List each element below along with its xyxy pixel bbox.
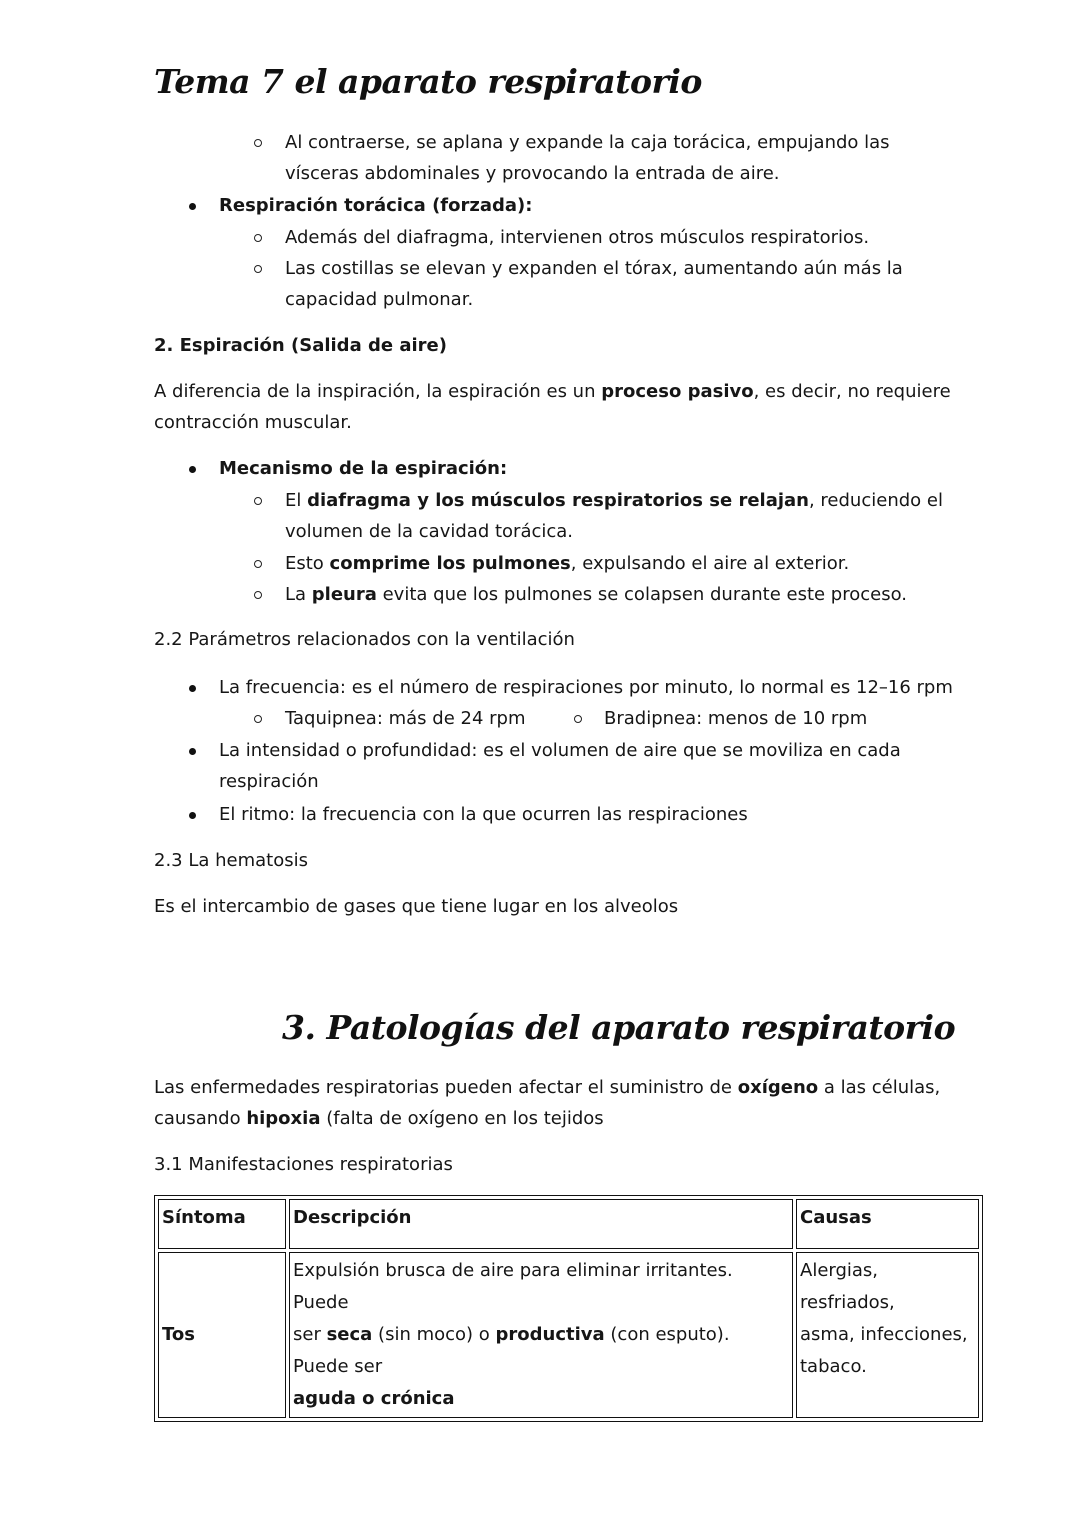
mecanismo-sub1-line2: volumen de la cavidad torácica. [285, 521, 574, 542]
mecanismo-sub1-text: El [285, 490, 308, 511]
mecanismo-sub1-text: , reduciendo el [808, 490, 943, 511]
patologias-intro-text: a las células, [818, 1077, 941, 1098]
circle-bullet-icon [254, 234, 262, 242]
causas-line2: asma, infecciones, [800, 1324, 968, 1345]
bradipnea-item: Bradipnea: menos de 10 rpm [604, 708, 868, 729]
circle-bullet-icon [574, 715, 582, 723]
table-cell-descripcion [289, 1252, 793, 1418]
mecanismo-sub3-bold: pleura [311, 584, 377, 605]
desc-bold: seca [326, 1324, 373, 1345]
desc-line2 [293, 1319, 789, 1383]
mecanismo-sub2-bold: comprime los pulmones [329, 553, 571, 574]
bullet-icon [189, 466, 196, 473]
mecanismo-sub3 [285, 579, 907, 610]
diaphragm-text-line1: Al contraerse, se aplana y expande la caja torácica, empujando las [285, 132, 890, 153]
mecanismo-sub2-text: Esto [285, 553, 330, 574]
patologias-intro-line1 [154, 1072, 940, 1103]
mecanismo-label: Mecanismo de la espiración: [219, 458, 508, 479]
circle-bullet-icon [254, 497, 262, 505]
bullet-icon [189, 748, 196, 755]
parametros-heading: 2.2 Parámetros relacionados con la ventilación [154, 629, 575, 650]
desc-bold: productiva [495, 1324, 605, 1345]
table-cell-causas [796, 1252, 979, 1418]
page-title: Tema 7 el aparato respiratorio [154, 62, 702, 101]
table-header-cell: Descripción [289, 1199, 793, 1249]
circle-bullet-icon [254, 560, 262, 568]
table-cell-sintoma: Tos [158, 1252, 286, 1418]
patologias-intro-bold: hipoxia [246, 1108, 321, 1129]
mecanismo-sub1-bold: diafragma y los músculos respiratorios se relajan [307, 490, 809, 511]
espiracion-intro-line1 [154, 376, 951, 407]
espiracion-intro-bold: proceso pasivo [601, 381, 754, 402]
circle-bullet-icon [254, 591, 262, 599]
desc-text: ser [293, 1324, 327, 1345]
ritmo-item: El ritmo: la frecuencia con la que ocurren las respiraciones [219, 804, 748, 825]
mecanismo-sub2-text: , expulsando el aire al exterior. [570, 553, 850, 574]
intensidad-line1: La intensidad o profundidad: es el volumen de aire que se moviliza en cada [219, 740, 901, 761]
espiracion-intro-text: , es decir, no requiere [753, 381, 951, 402]
hematosis-heading: 2.3 La hematosis [154, 850, 309, 871]
circle-bullet-icon [254, 265, 262, 273]
toracica-sub2-line2: capacidad pulmonar. [285, 289, 474, 310]
desc-line3: aguda o crónica [293, 1388, 455, 1409]
toracica-sub1: Además del diafragma, intervienen otros músculos respiratorios. [285, 227, 870, 248]
toracica-label: Respiración torácica (forzada): [219, 195, 533, 216]
mecanismo-sub1-line1 [285, 485, 943, 516]
circle-bullet-icon [254, 139, 262, 147]
patologias-intro-text: causando [154, 1108, 247, 1129]
table-header-row [158, 1199, 979, 1249]
diaphragm-text-line2: vísceras abdominales y provocando la entrada de aire. [285, 163, 780, 184]
patologias-intro-line2 [154, 1103, 604, 1134]
mecanismo-sub2 [285, 548, 849, 579]
espiracion-intro-text: A diferencia de la inspiración, la espiración es un [154, 381, 602, 402]
espiracion-intro-line2: contracción muscular. [154, 412, 352, 433]
bullet-icon [189, 203, 196, 210]
table-row [158, 1252, 979, 1418]
patologias-intro-text: (falta de oxígeno en los tejidos [320, 1108, 604, 1129]
desc-text: (con esputo). Puede ser [293, 1324, 730, 1377]
desc-line1: Expulsión brusca de aire para eliminar irritantes. Puede [293, 1260, 733, 1313]
circle-bullet-icon [254, 715, 262, 723]
patologias-intro-bold: oxígeno [737, 1077, 819, 1098]
espiracion-heading: 2. Espiración (Salida de aire) [154, 335, 447, 356]
bullet-icon [189, 685, 196, 692]
mecanismo-sub3-text: evita que los pulmones se colapsen durante este proceso. [376, 584, 908, 605]
toracica-sub2-line1: Las costillas se elevan y expanden el tórax, aumentando aún más la [285, 258, 903, 279]
patologias-intro-text: Las enfermedades respiratorias pueden afectar el suministro de [154, 1077, 738, 1098]
frecuencia-item: La frecuencia: es el número de respiraciones por minuto, lo normal es 12–16 rpm [219, 677, 953, 698]
mecanismo-sub3-text: La [285, 584, 312, 605]
causas-line1: Alergias, resfriados, [800, 1260, 895, 1313]
causas-line3: tabaco. [800, 1356, 867, 1377]
section-title-patologias: 3. Patologías del aparato respiratorio [282, 1008, 956, 1047]
hematosis-text: Es el intercambio de gases que tiene lugar en los alveolos [154, 896, 679, 917]
bullet-icon [189, 812, 196, 819]
desc-text: (sin moco) o [372, 1324, 496, 1345]
taquipnea-item: Taquipnea: más de 24 rpm [285, 708, 526, 729]
table-header-cell: Síntoma [158, 1199, 286, 1249]
manifestaciones-heading: 3.1 Manifestaciones respiratorias [154, 1154, 453, 1175]
symptoms-table [154, 1195, 983, 1422]
table-header-cell: Causas [796, 1199, 979, 1249]
intensidad-line2: respiración [219, 771, 319, 792]
